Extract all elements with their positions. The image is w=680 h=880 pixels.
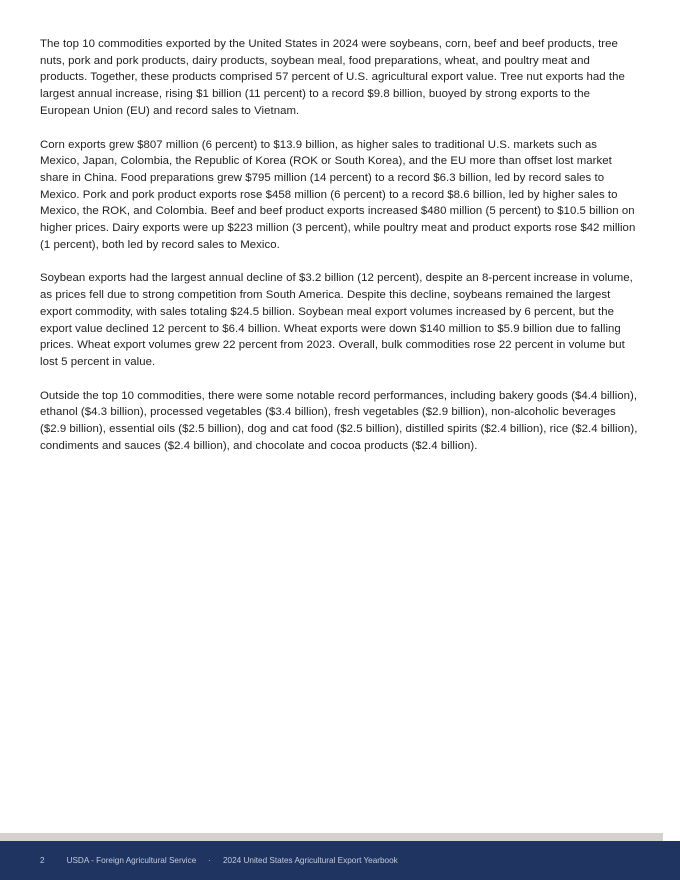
footer-accent-band: [0, 833, 663, 841]
article-body: [40, 36, 638, 471]
footer-separator: ·: [208, 856, 211, 865]
paragraph-soybean-exports: Soybean exports had the largest annual decline of $3.2 billion (12 percent), despite an 8-percent increase in volume, as prices fell due to strong competition from South America. Despite this decline, soybeans remained the largest export commodity, with sales totaling $24.5 billion. Soybean meal export volumes increased by 6 percent, but the export value declined 12 percent to $6.4 billion. Wheat exports were down $140 million to $5.9 billion due to falling prices. Wheat export volumes grew 22 percent from 2023. Overall, bulk commodities rose 22 percent in volume but lost 5 percent in value.: [40, 272, 633, 368]
page-footer: [0, 841, 680, 880]
paragraph-top-commodities: The top 10 commodities exported by the United States in 2024 were soybeans, corn, beef and beef products, tree nuts, pork and pork products, dairy products, soybean meal, food preparations, wheat, and poultry meat and products. Together, these products comprised 57 percent of U.S. agricultural export value. Tree nut exports had the largest annual increase, rising $1 billion (11 percent) to a record $9.8 billion, buoyed by strong exports to the European Union (EU) and record sales to Vietnam.: [40, 38, 625, 117]
footer-publication-title: 2024 United States Agricultural Export Yearbook: [222, 856, 398, 865]
paragraph-record-performances: Outside the top 10 commodities, there were some notable record performances, including bakery goods ($4.4 billion), ethanol ($4.3 billion), processed vegetables ($3.4 billion), fresh vegetables ($2.9 billion), non-alcoholic beverages ($2.9 billion), essential oils ($2.5 billion), dog and cat food ($2.5 billion), distilled spirits ($2.4 billion), rice ($2.4 billion), condiments and sauces ($2.4 billion), and chocolate and cocoa products ($2.4 billion).: [40, 389, 638, 452]
footer-organization: USDA - Foreign Agricultural Service: [66, 856, 197, 865]
paragraph-corn-exports: Corn exports grew $807 million (6 percent) to $13.9 billion, as higher sales to traditional U.S. markets such as Mexico, Japan, Colombia, the Republic of Korea (ROK or South Korea), and the EU more than offset lost market share in China. Food preparations grew $795 million (14 percent) to a record $6.3 billion, led by record sales to Mexico. Pork and pork product exports rose $458 million (6 percent) to a record $8.6 billion, led by higher sales to Mexico, the ROK, and Colombia. Beef and beef product exports increased $480 million (5 percent) to $10.5 billion on higher prices. Dairy exports were up $223 million (3 percent), while poultry meat and product exports rose $42 million (1 percent), both led by record sales to Mexico.: [40, 138, 636, 251]
page-number: 2: [40, 856, 45, 865]
